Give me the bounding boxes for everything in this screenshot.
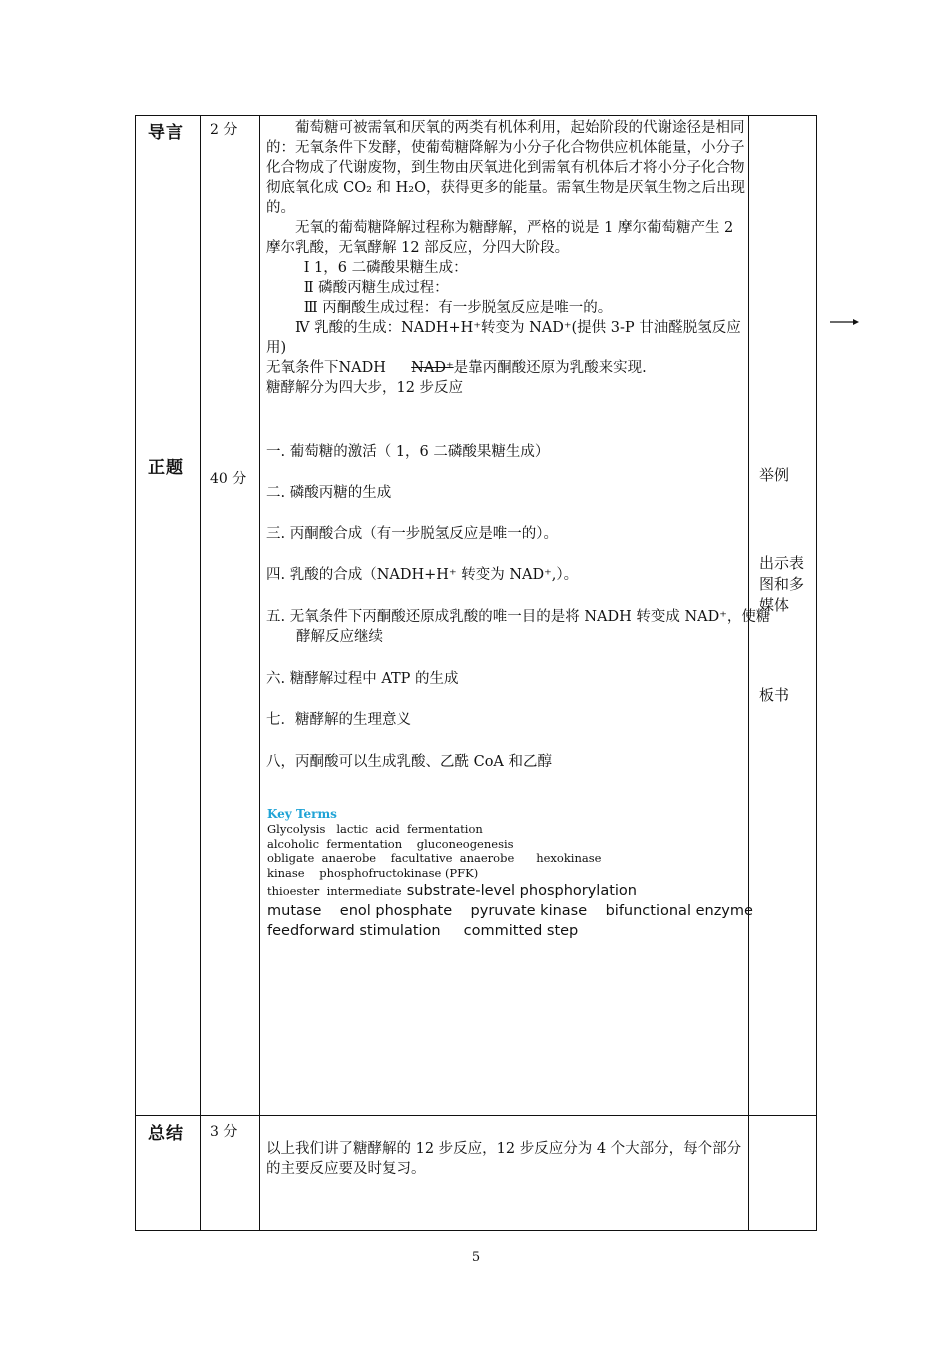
step-item: 七．糖酵解的生理意义 xyxy=(266,712,411,728)
section-label-main: 正题 xyxy=(148,458,184,478)
column-divider xyxy=(200,115,201,1231)
section-label-intro: 导言 xyxy=(148,123,184,143)
method-show-line: 出示表 xyxy=(759,554,805,572)
step-item: 四. 乳酸的合成（NADH+H⁺ 转变为 NAD⁺,）。 xyxy=(266,567,579,583)
key-terms-line: alcoholic fermentation gluconeogenesis xyxy=(267,836,514,851)
step-item: 五. 无氧条件下丙酮酸还原成乳酸的唯一目的是将 NADH 转变成 NAD⁺，使糖酵解反应继续 xyxy=(266,609,771,645)
step-item: 八，丙酮酸可以生成乳酸、乙酰 CoA 和乙醇 xyxy=(266,754,553,770)
four-steps-line: 糖酵解分为四大步，12 步反应 xyxy=(266,380,464,396)
anaerobic-prefix: 无氧条件下NADH xyxy=(266,360,386,376)
glycolysis-paragraph: 无氧的葡萄糖降解过程称为糖酵解，严格的说是 1 摩尔葡萄糖产生 2 摩尔乳酸，无氧酵解 12 部反应，分四大阶段。 xyxy=(266,220,734,256)
key-terms-line: Glycolysis lactic acid fermentation xyxy=(267,822,483,836)
column-divider xyxy=(748,115,749,1231)
stage-line: Ⅲ 丙酮酸生成过程：有一步脱氢反应是唯一的。 xyxy=(303,300,613,316)
key-terms-line xyxy=(267,880,747,901)
key-terms-small: thioester intermediate xyxy=(267,884,402,898)
key-terms-block xyxy=(267,807,753,941)
step-item: 三. 丙酮酸合成（有一步脱氢反应是唯一的）。 xyxy=(266,526,558,542)
stage-line: Ⅳ 乳酸的生成：NADH+H⁺转变为 NAD⁺(提供 3-P 甘油醛脱氢反应用) xyxy=(266,320,741,356)
key-terms-line: mutase enol phosphate pyruvate kinase bifunctional enzyme xyxy=(267,903,753,919)
stage-line: Ⅰ 1，6 二磷酸果糖生成： xyxy=(303,260,468,276)
row-divider xyxy=(135,1115,817,1116)
key-terms-line: obligate anaerobe facultative anaerobe hexokinase xyxy=(267,851,602,865)
table-border-top xyxy=(135,115,817,116)
key-terms-line: feedforward stimulation committed step xyxy=(267,923,579,939)
summary-text: 以上我们讲了糖酵解的 12 步反应，12 步反应分为 4 个大部分，每个部分的主要反应要及时复习。 xyxy=(266,1141,742,1177)
time-summary: 3 分 xyxy=(210,1124,238,1140)
stage-line: Ⅱ 磷酸丙糖生成过程： xyxy=(303,280,449,296)
method-show-line: 媒体 xyxy=(759,596,790,614)
time-intro: 2 分 xyxy=(210,122,238,138)
table-border-right xyxy=(816,115,817,1231)
anaerobic-rest: 是靠丙酮酸还原为乳酸来实现. xyxy=(453,360,647,376)
page-number: 5 xyxy=(471,1250,481,1265)
key-terms-large: substrate-level phosphorylation xyxy=(406,883,637,899)
method-show xyxy=(759,553,804,616)
table-border-left xyxy=(135,115,136,1231)
key-terms-title: Key Terms xyxy=(267,807,337,821)
step-item: 二. 磷酸丙糖的生成 xyxy=(266,485,392,501)
step-item: 一. 葡萄糖的激活（ 1，6 二磷酸果糖生成） xyxy=(266,444,550,460)
column-divider xyxy=(259,115,260,1231)
intro-paragraph: 葡萄糖可被需氧和厌氧的两类有机体利用，起始阶段的代谢途径是相同的：无氧条件下发酵，使葡萄糖降解为小分子化合物供应机体能量，小分子化合物成了代谢废物，到生物由厌氧进化到需氧有机体后才将小分子化合物彻底氧化成 CO₂ 和 H₂O，获得更多的能量。需氧生物是厌氧生物之后出现的。 xyxy=(266,120,745,216)
arrow-right-icon xyxy=(830,316,860,328)
anaerobic-struck: NAD⁺ xyxy=(411,360,454,376)
anaerobic-line xyxy=(266,358,746,378)
content-block xyxy=(266,118,746,398)
section-label-summary: 总结 xyxy=(148,1124,184,1144)
table-border-bottom xyxy=(135,1230,817,1231)
method-show-line: 图和多 xyxy=(759,575,805,593)
time-main: 40 分 xyxy=(210,471,247,487)
lesson-plan-table xyxy=(135,115,817,1231)
method-example: 举例 xyxy=(759,466,790,484)
key-terms-line: kinase phosphofructokinase (PFK) xyxy=(267,865,479,880)
step-item: 六. 糖酵解过程中 ATP 的生成 xyxy=(266,671,459,687)
method-board: 板书 xyxy=(759,686,790,704)
